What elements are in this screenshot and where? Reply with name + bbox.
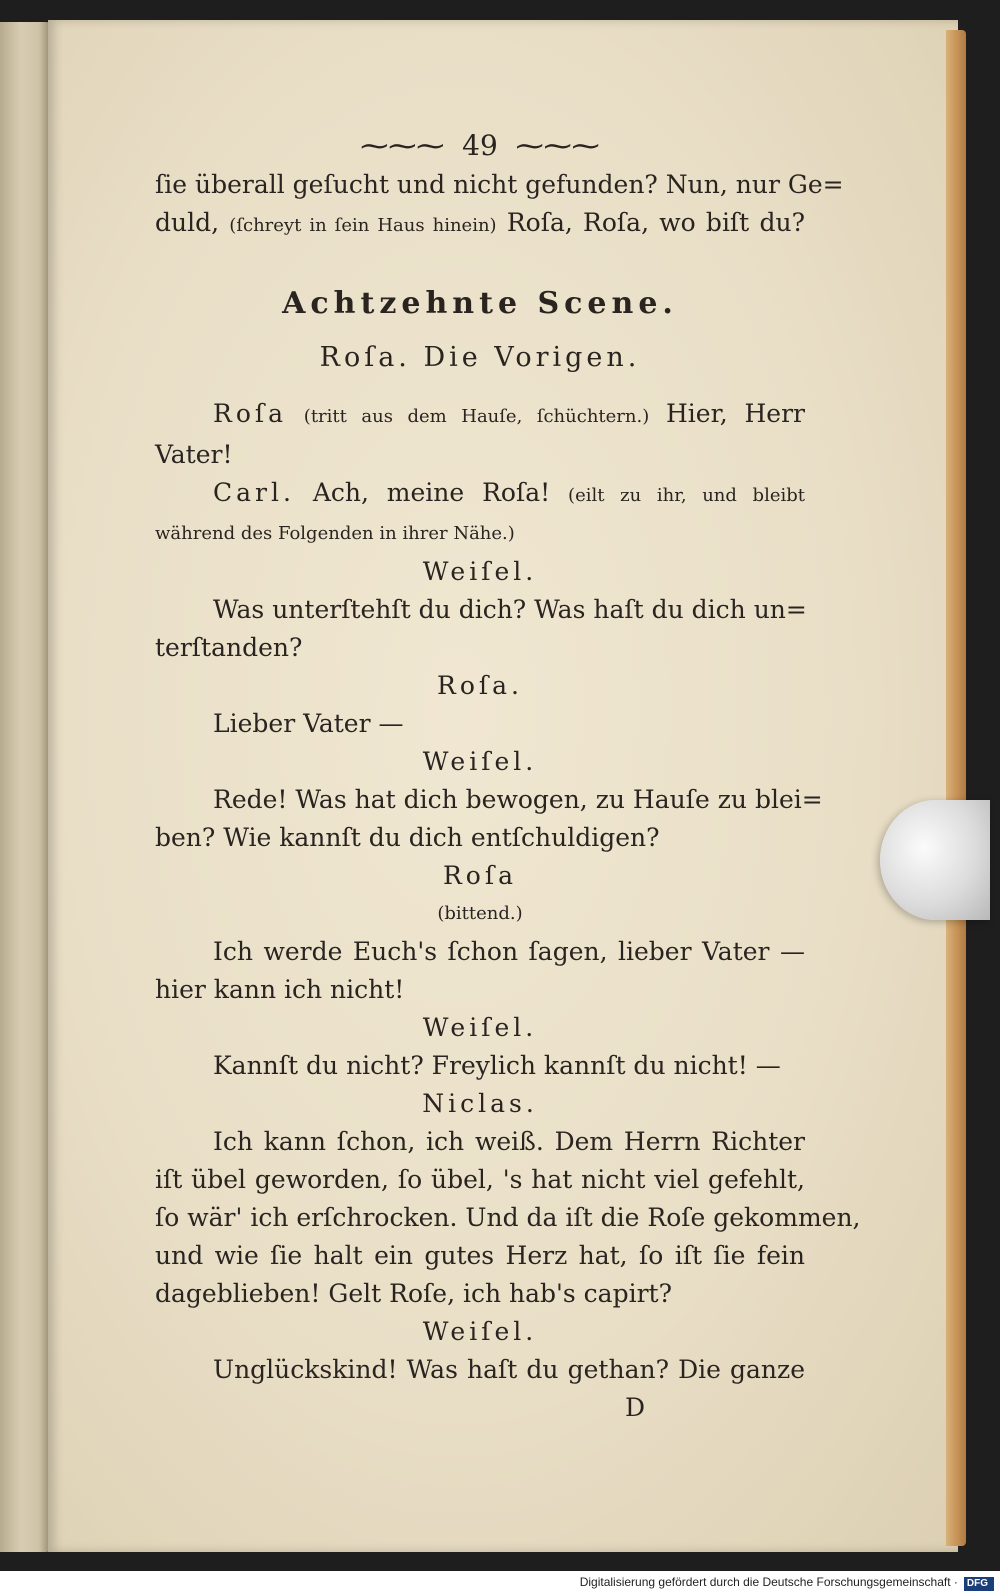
text-line: ſo wär' ich erſchrocken. Und da iſt die Roſe gekommen, [155, 1203, 861, 1232]
text-line: dageblieben! Gelt Roſe, ich hab's capirt? [155, 1279, 672, 1308]
speaker-heading: Niclas. [422, 1089, 538, 1118]
stage-direction: während des Folgenden in ihrer Nähe.) [155, 523, 515, 544]
text-line [155, 204, 805, 245]
header-ornament-left: ⁓⁓⁓ [360, 129, 445, 162]
speaker-heading: Weiſel. [422, 557, 538, 586]
speaker-heading: Weiſel. [422, 747, 538, 776]
speaker-heading: Roſa [442, 861, 518, 890]
text-fragment: Ach, meine Roſa! [312, 478, 551, 507]
text-line: terſtanden? [155, 633, 303, 662]
text-line: ſie überall geſucht und nicht gefunden? Nun, nur Ge= [155, 170, 844, 199]
text-line: Ich kann ſchon, ich weiß. Dem Herrn Richter [213, 1127, 805, 1156]
page-clip [880, 800, 990, 920]
signature-mark: D [625, 1393, 646, 1422]
text-line: Ich werde Euch's ſchon ſagen, lieber Vater — [213, 937, 805, 966]
speaker-name: Roſa [213, 399, 288, 428]
speaker-heading: Weiſel. [422, 1317, 538, 1346]
text-line: Kannſt du nicht? Freylich kannſt du nicht! — [213, 1051, 781, 1080]
text-fragment: duld, [155, 208, 220, 237]
text-line: Unglückskind! Was haſt du gethan? Die ganze [213, 1355, 805, 1384]
stage-direction: (eilt zu ihr, und bleibt [568, 485, 806, 506]
stage-direction: (bittend.) [437, 903, 523, 924]
scene-cast: Roſa. Die Vorigen. [319, 342, 641, 373]
speaker-heading: Weiſel. [422, 1013, 538, 1042]
text-line: hier kann ich nicht! [155, 975, 405, 1004]
stage-direction: (ſchreyt in ſein Haus hinein) [229, 215, 497, 236]
text-line [155, 395, 805, 436]
text-line: ben? Wie kannſt du dich entſchuldigen? [155, 823, 660, 852]
page-number: 49 [462, 129, 498, 162]
text-line: Vater! [155, 440, 233, 469]
text-line [155, 474, 805, 515]
text-line: Was unterſtehſt du dich? Was haſt du dich un= [213, 595, 807, 624]
page-header [155, 126, 805, 166]
text-line: iſt übel geworden, ſo übel, 's hat nicht viel gefehlt, [155, 1165, 805, 1194]
text-line: und wie ſie halt ein gutes Herz hat, ſo iſt ſie fein [155, 1241, 805, 1270]
stage-direction: (tritt aus dem Hauſe, ſchüchtern.) [303, 406, 650, 427]
speaker-heading: Roſa. [437, 671, 523, 700]
dfg-logo: DFG [964, 1577, 994, 1591]
text-line: Rede! Was hat dich bewogen, zu Hauſe zu blei= [213, 785, 823, 814]
digitization-footer [0, 1571, 1000, 1593]
scene-heading: Achtzehnte Scene. [282, 286, 678, 321]
text-line: Lieber Vater — [213, 709, 404, 738]
speaker-name: Carl. [213, 478, 295, 507]
header-ornament-right: ⁓⁓⁓ [515, 129, 600, 162]
text-fragment: Roſa, Roſa, wo biſt du? [506, 208, 805, 237]
page-stack-edge [946, 30, 966, 1546]
footer-text: Digitalisierung gefördert durch die Deutsche Forschungsgemeinschaft · [579, 1575, 958, 1589]
left-page-edge [0, 22, 52, 1552]
text-fragment: Hier, Herr [666, 399, 805, 428]
page-body [155, 166, 861, 1427]
